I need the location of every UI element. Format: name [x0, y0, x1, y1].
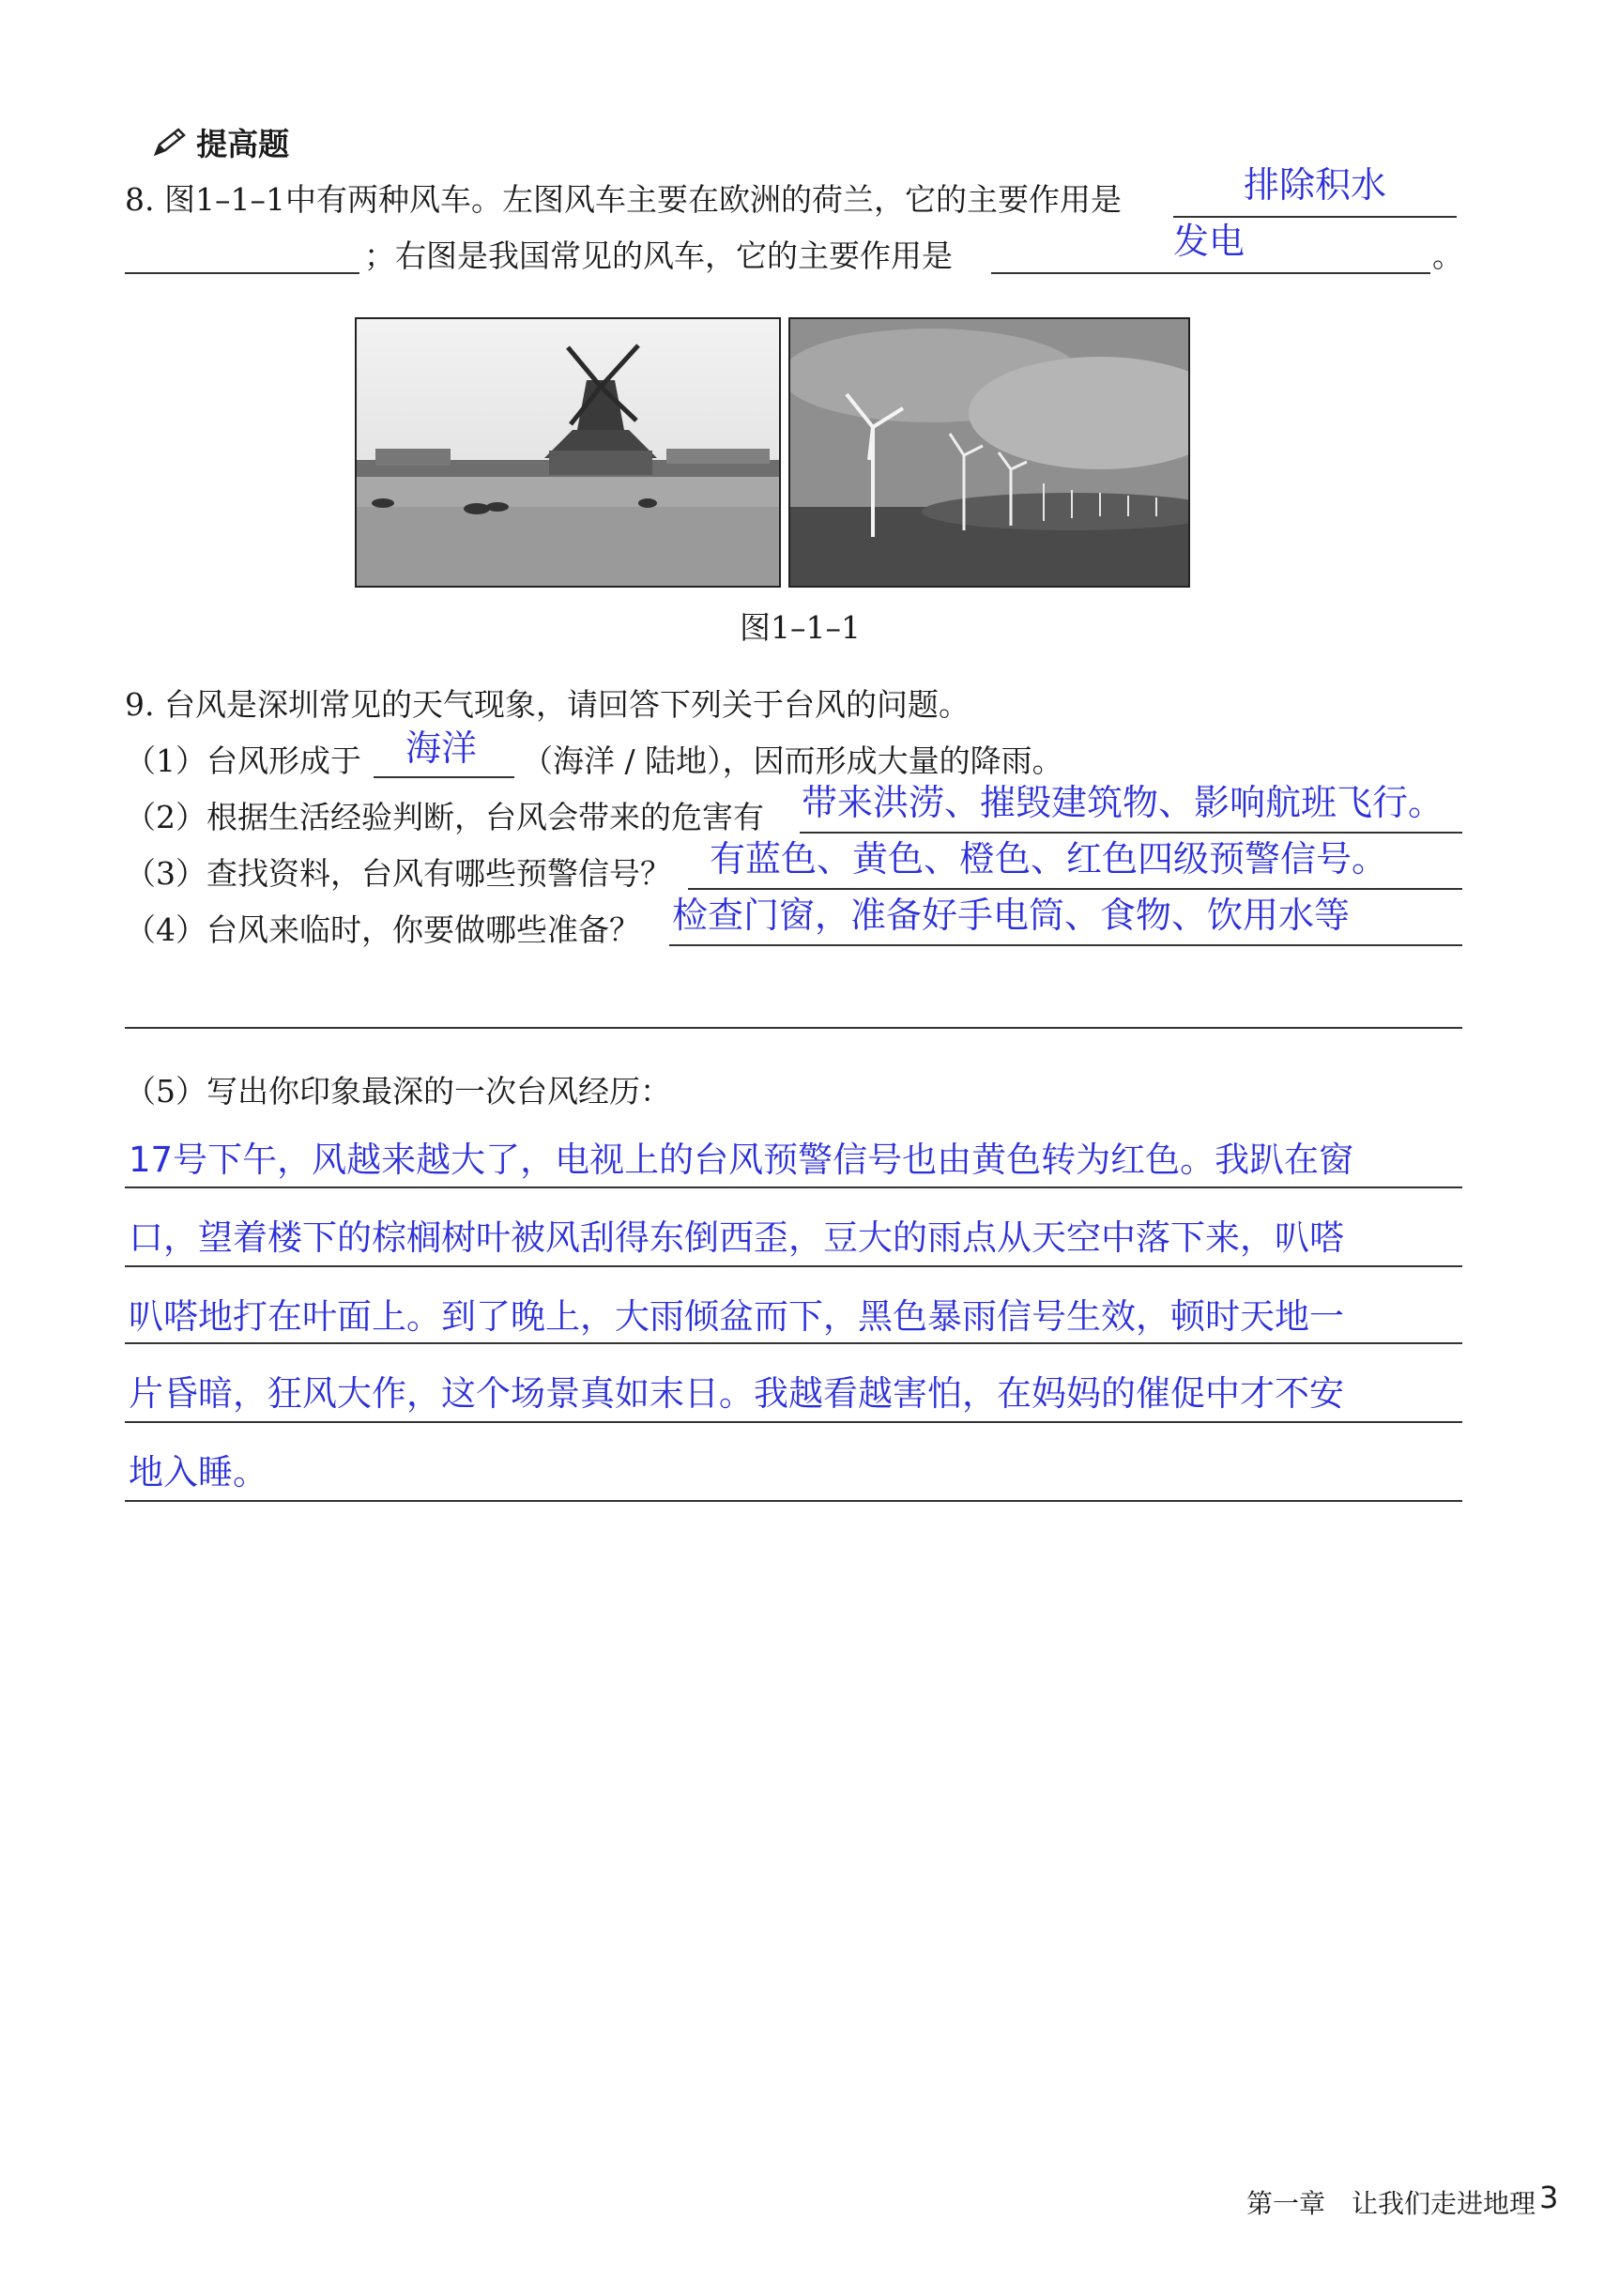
q9-p4-blank-2: [125, 1027, 1462, 1029]
q9-p5-line-1: 17号下午，风越来越大了，电视上的台风预警信号也由黄色转为红色。我趴在窗: [129, 1140, 1354, 1180]
q9-p4-blank: [669, 944, 1462, 946]
q9-p5-rule-5: [125, 1500, 1462, 1502]
q9-p5-rule-1: [125, 1186, 1462, 1188]
footer-chapter: 第一章 让我们走进地理: [1246, 2188, 1536, 2219]
section-title: 提高题: [196, 126, 290, 162]
q9-p5-rule-3: [125, 1342, 1462, 1344]
q8-answer1-blank: [1173, 216, 1457, 218]
q8-answer1: 排除积水: [1244, 164, 1387, 206]
q9-p2-prefix: （2）根据生活经验判断，台风会带来的危害有: [125, 799, 764, 835]
q9-p4-answer: 检查门窗，准备好手电筒、食物、饮用水等: [672, 895, 1351, 936]
q9-p5-rule-2: [125, 1265, 1462, 1267]
section-header: [150, 120, 289, 164]
q8-line2-text: ；右图是我国常见的风车，它的主要作用是: [364, 237, 953, 274]
q9-p1-suffix: （海洋 / 陆地），因而形成大量的降雨。: [522, 742, 1063, 779]
q9-p2-blank: [800, 832, 1462, 834]
pencil-icon: [150, 126, 188, 160]
figure-caption: 图1–1–1: [740, 609, 861, 646]
q9-p1-answer: 海洋: [405, 727, 478, 769]
q8-answer2: 发电: [1173, 221, 1246, 262]
q9-p5-prefix: （5）写出你印象最深的一次台风经历：: [125, 1073, 671, 1110]
q9-p5-line-2: 口，望着楼下的棕榈树叶被风刮得东倒西歪，豆大的雨点从天空中落下来，叭嗒: [129, 1217, 1344, 1258]
q8-line1: [125, 181, 1122, 218]
q9-p4-prefix: （4）台风来临时，你要做哪些准备？: [125, 911, 640, 948]
q8-line2-end: 。: [1432, 237, 1463, 274]
q9-p1-prefix: （1）台风形成于: [125, 742, 361, 779]
dutch-windmill-photo: [355, 317, 781, 588]
q9-p5-rule-4: [125, 1421, 1462, 1423]
q9-p3-prefix: （3）查找资料，台风有哪些预警信号？: [125, 855, 671, 892]
q9-p5-line-4: 片昏暗，狂风大作，这个场景真如末日。我越看越害怕，在妈妈的催促中才不安: [129, 1373, 1344, 1414]
q8-line1-text: 8. 图1–1–1中有两种风车。左图风车主要在欧洲的荷兰，它的主要作用是: [125, 181, 1122, 218]
wind-turbine-photo: [788, 317, 1190, 588]
q9-stem: 9. 台风是深圳常见的天气现象，请回答下列关于台风的问题。: [125, 686, 970, 723]
q9-p3-blank: [688, 888, 1462, 890]
q8-answer1-blank-cont: [125, 272, 359, 274]
q8-answer2-blank: [991, 272, 1430, 274]
q9-p5-line-3: 叭嗒地打在叶面上。到了晚上，大雨倾盆而下，黑色暴雨信号生效，顿时天地一: [129, 1296, 1344, 1337]
q9-p1-blank: [374, 776, 514, 778]
page-number: 3: [1539, 2180, 1559, 2215]
q9-p2-answer: 带来洪涝、摧毁建筑物、影响航班飞行。: [802, 782, 1444, 823]
q9-p3-answer: 有蓝色、黄色、橙色、红色四级预警信号。: [710, 838, 1388, 880]
q9-p5-line-5: 地入睡。: [129, 1452, 267, 1492]
